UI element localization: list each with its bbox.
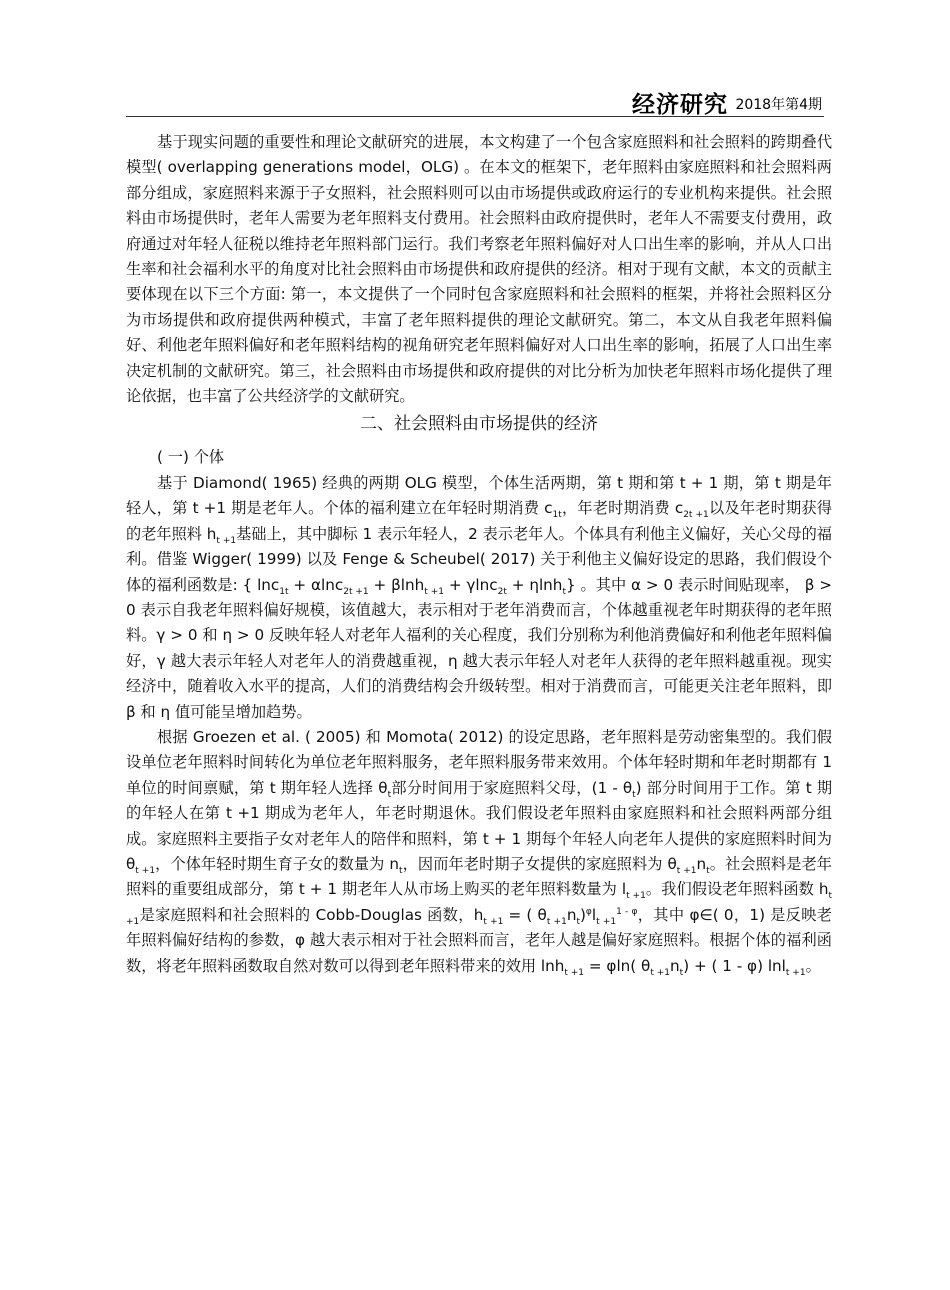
intro-paragraph: 基于现实问题的重要性和理论文献研究的进展，本文构建了一个包含家庭照料和社会照料的跨期叠代模型( overlapping generations model，OLG) 。在本文的框架下，老年照料由家庭照料和社会照料两部分组成，家庭照料来源于子女照料，社会照料则可以由市场提供或政府运行的专业机构来提供。社会照料由市场提供时，老年人需要为老年照料支付费用。社会照料由政府提供时，老年人不需要支付费用，政府通过对年轻人征税以维持老年照料部门运行。我们考察老年照料偏好对人口出生率的影响，并从人口出生率和社会福利水平的角度对比社会照料由市场提供和政府提供的经济。相对于现有文献，本文的贡献主要体现在以下三个方面: 第一，本文提供了一个同时包含家庭照料和社会照料的框架，并将社会照料区分为市场提供和政府提供两种模式，丰富了老年照料提供的理论文献研究。第二，本文从自我老年照料偏好、利他老年照料偏好和老年照料结构的视角研究老年照料偏好对人口出生率的影响，拓展了人口出生率决定机制的文献研究。第三，社会照料由市场提供和政府提供的对比分析为加快老年照料市场化提供了理论依据，也丰富了公共经济学的文献研究。 bbox=[126, 133, 832, 406]
journal-logo: 经济研究 bbox=[632, 91, 728, 118]
paragraph-individual-2: 根据 Groezen et al. ( 2005) 和 Momota( 2012) 的设定思路，老年照料是劳动密集型的。我们假设单位老年照料时间转化为单位老年照料服务，老年照料服务带来效用。个体年轻时期和年老时期都有 1 单位的时间禀赋，第 t 期年轻人选择 $\theta_t$部分时间用于家庭照料父母，$(1 - \theta_t)$ 部分时间用于工作。第 t 期的年轻人在第 t +1 期成为老年人，年老时期退休。我们假设老年照料由家庭照料和社会照料两部分组成。家庭照料主要指子女对老年人的陪伴和照料，第 t + 1 期每个年轻人向老年人提供的家庭照料时间为 $\theta_{t +1}$，个体年轻时期生育子女的数量为 $n_t$，因而年老时期子女提供的家庭照料为 $\theta_{t +1}n_t$。社会照料是老年照料的重要组成部分，第 t + 1 期老年人从市场上购买的老年照料数量为 $l_{t +1}$。我们假设老年照料函数 $h_{t +1}$是家庭照料和社会照料的 Cobb-Douglas 函数，$h_{t +1}$ = ( $\theta_{t +1}n_t)^\varphi l_{t +1}^{1 - \varphi}$，其中 φ∈( 0，1) 是反映老年照料偏好结构的参数，φ 越大表示相对于社会照料而言，老年人越是偏好家庭照料。根据个体的福利函数，将老年照料函数取自然对数可以得到老年照料带来的效用 lnh$_{t +1}$ = φln( $\theta_{t +1}n_t$) + ( 1 - φ) lnl$_{t +1}$。 bbox=[126, 727, 833, 978]
issue-label: 2018年第4期 bbox=[735, 97, 822, 113]
article-body bbox=[126, 130, 832, 979]
paragraph-individual-1: 基于 Diamond( 1965) 经典的两期 OLG 模型，个体生活两期，第 t 期和第 t + 1 期，第 t 期是年轻人，第 t +1 期是老年人。个体的福利建立在年轻时期消费 $c_{1t}$，年老时期消费 $c_{2t +1}$以及年老时期获得的老年照料 $h_{t +1}$基础上，其中脚标 1 表示年轻人，2 表示老年人。个体具有利他主义偏好，关心父母的福利。借鉴 Wigger( 1999) 以及 Fenge & Scheubel( 2017) 关于利他主义偏好设定的思路，我们假设个体的福利函数是: { lnc$_{1t}$ + αlnc$_{2t +1}$ + βlnh$_{t +1}$ + γlnc$_{2t}$ + ηlnh$_t$} 。其中 α > 0 表示时间贴现率， β > 0 表示自我老年照料偏好规模，该值越大，表示相对于老年消费而言，个体越重视老年时期获得的老年照料。γ > 0 和 η > 0 反映年轻人对老年人福利的关心程度，我们分别称为利他消费偏好和利他老年照料偏好，γ 越大表示年轻人对老年人的消费越重视，η 越大表示年轻人对老年人获得的老年照料越重视。现实经济中，随着收入水平的提高，人们的消费结构会升级转型。相对于消费而言，可能更关注老年照料，即 β 和 η 值可能呈增加趋势。 bbox=[126, 473, 833, 721]
section-title: 二、社会照料由市场提供的经济 bbox=[360, 414, 598, 435]
page-header bbox=[126, 86, 824, 117]
subsection-title: ( 一) 个体 bbox=[157, 448, 225, 467]
